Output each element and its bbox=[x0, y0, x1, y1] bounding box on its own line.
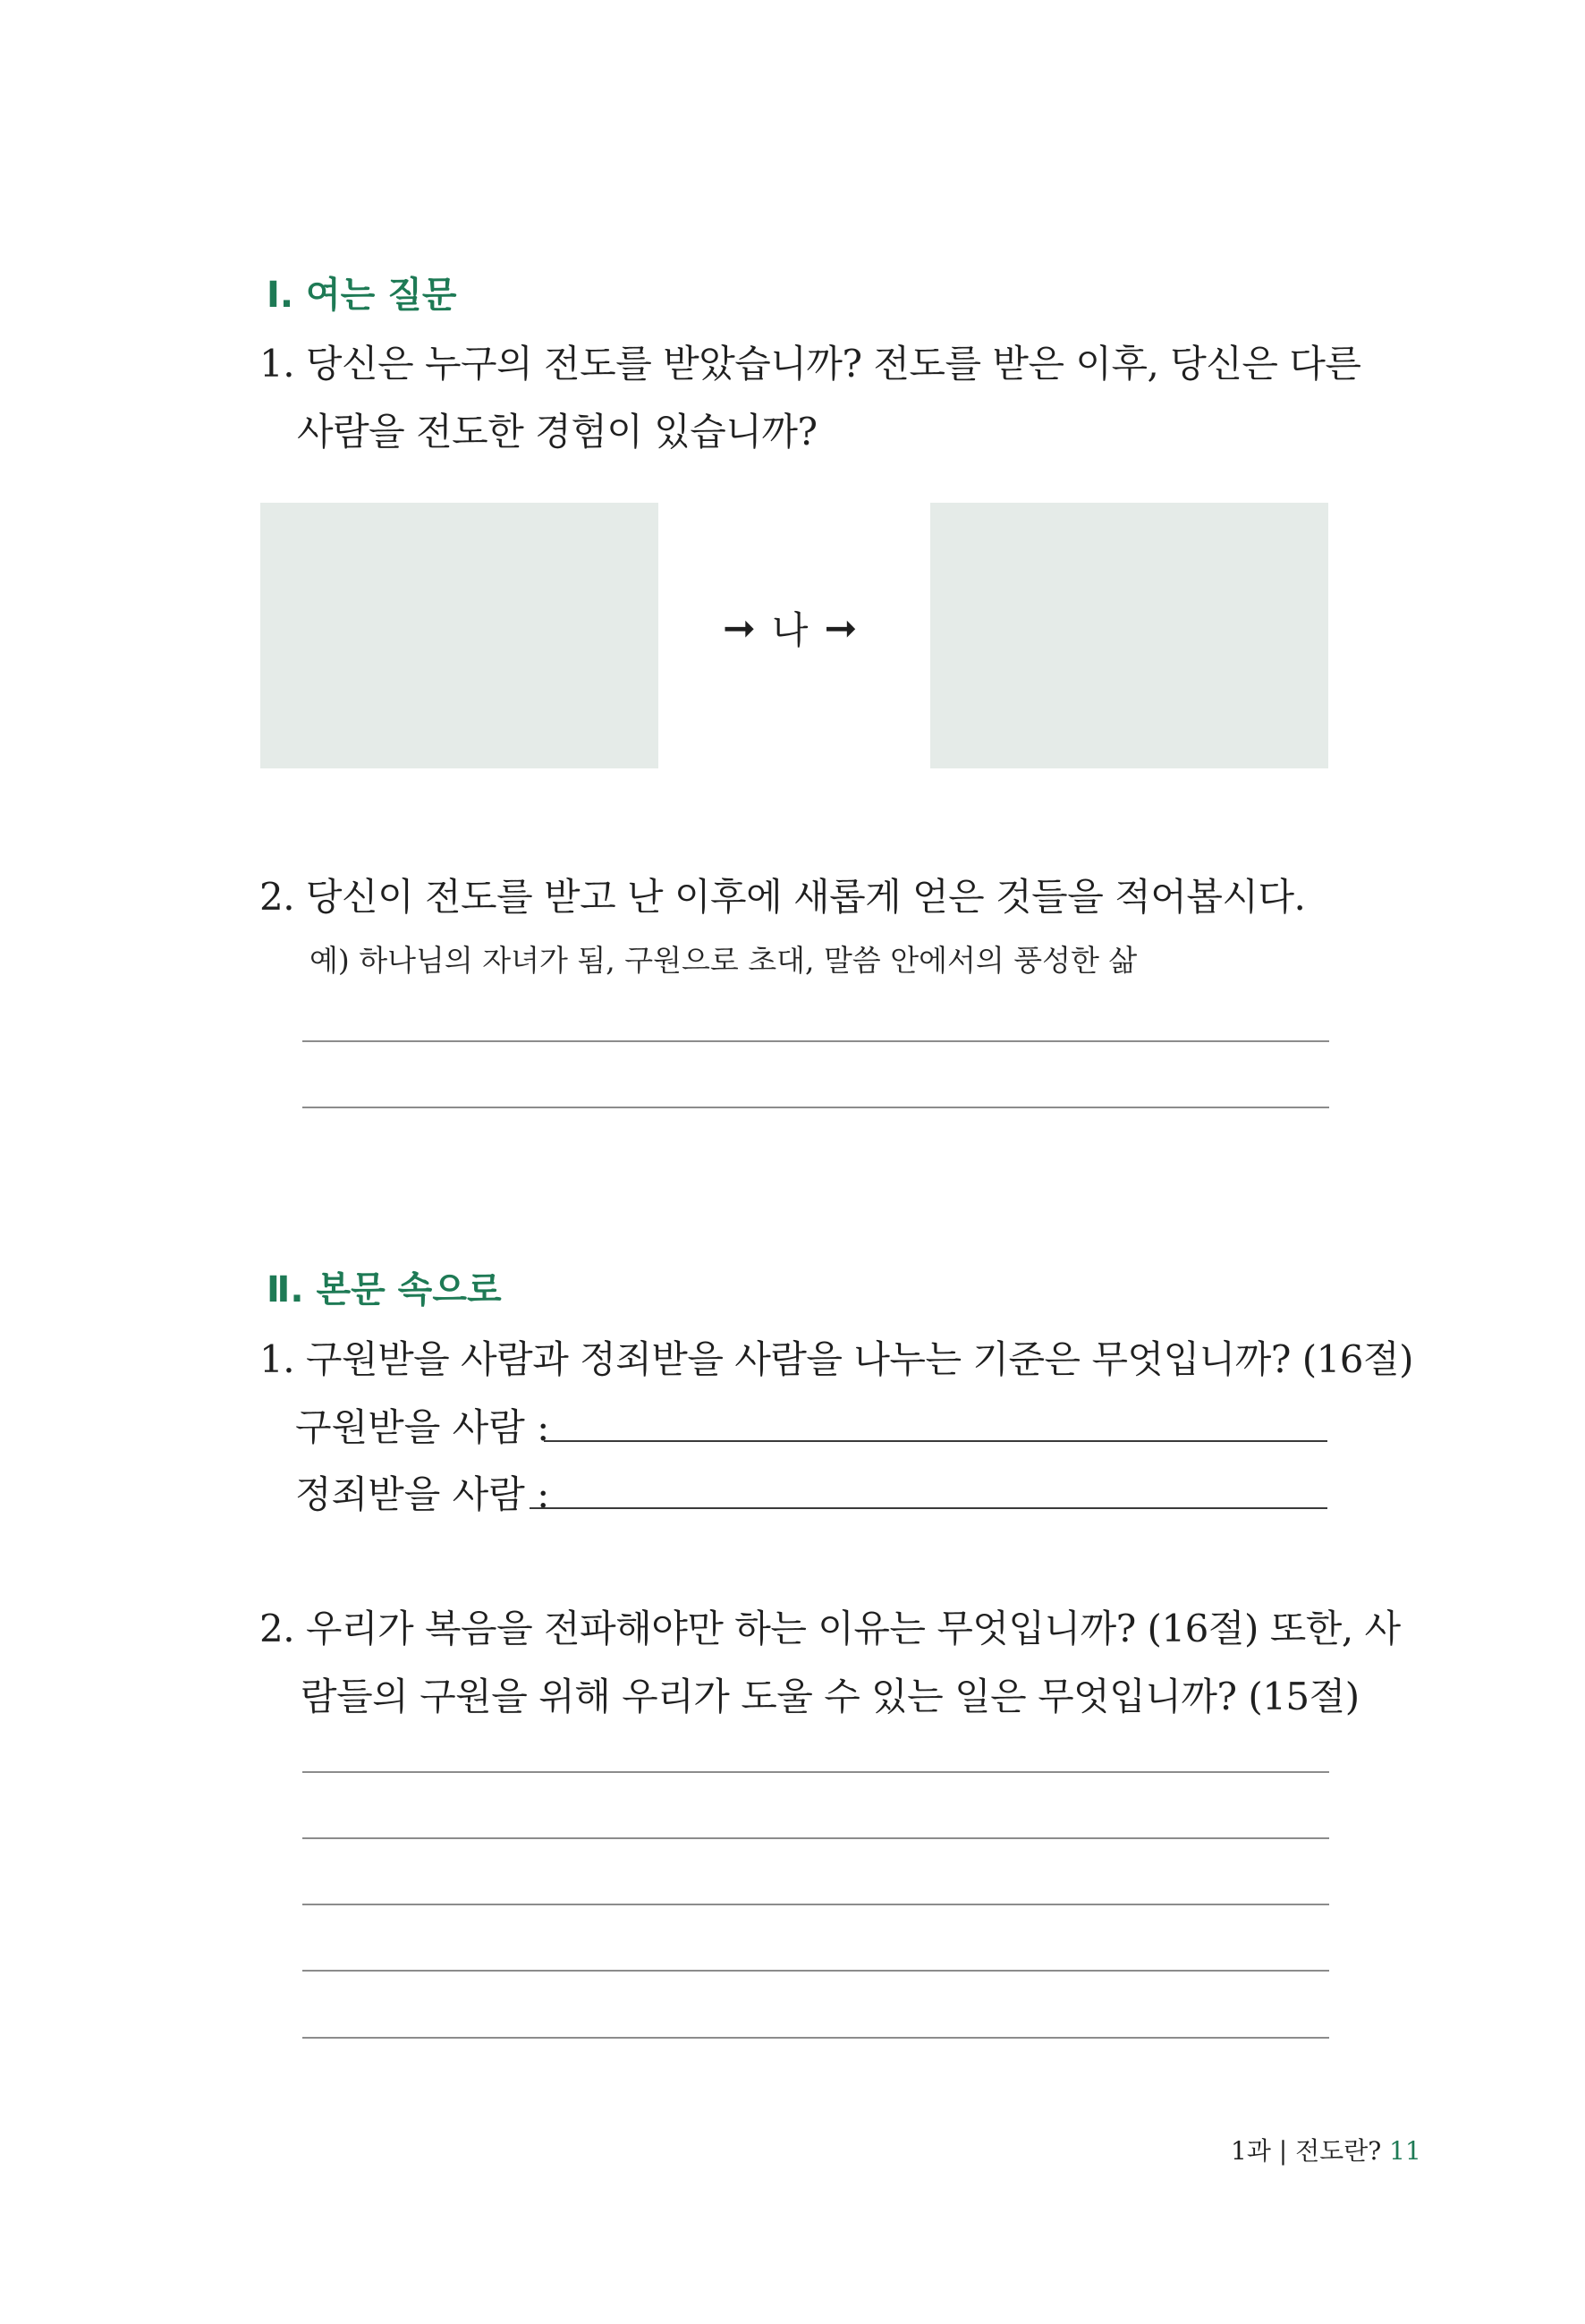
right-arrow-icon: ➞ bbox=[824, 605, 858, 651]
question-2-line-1: 2. 당신이 전도를 받고 난 이후에 새롭게 얻은 것들을 적어봅시다. bbox=[259, 875, 1306, 919]
answer-line[interactable] bbox=[302, 1904, 1329, 1905]
answer-line[interactable] bbox=[302, 1837, 1329, 1839]
answer-line[interactable] bbox=[302, 1040, 1329, 1042]
saved-person-label: 구원받을 사람 : bbox=[295, 1405, 550, 1449]
previous-evangelist-box[interactable] bbox=[260, 503, 658, 768]
page-footer bbox=[1231, 2132, 1421, 2167]
saved-person-answer-line[interactable] bbox=[544, 1440, 1327, 1442]
evangelized-person-box[interactable] bbox=[930, 503, 1328, 768]
section-1-heading: Ⅰ. 여는 질문 bbox=[267, 275, 457, 316]
page-number: 11 bbox=[1389, 2136, 1421, 2166]
section-2-question-2-line-1: 2. 우리가 복음을 전파해야만 하는 이유는 무엇입니까? (16절) 또한, 사 bbox=[259, 1607, 1401, 1650]
condemned-person-answer-line[interactable] bbox=[530, 1507, 1327, 1509]
condemned-person-label: 정죄받을 사람 : bbox=[295, 1472, 550, 1516]
question-1-line-1: 1. 당신은 누구의 전도를 받았습니까? 전도를 받은 이후, 당신은 다른 bbox=[259, 342, 1361, 386]
question-1-line-2: 사람을 전도한 경험이 있습니까? bbox=[297, 410, 818, 454]
answer-line[interactable] bbox=[302, 2037, 1329, 2039]
section-2-heading: Ⅱ. 본문 속으로 bbox=[267, 1269, 502, 1310]
question-2-example: 예) 하나님의 자녀가 됨, 구원으로 초대, 말씀 안에서의 풍성한 삶 bbox=[309, 943, 1138, 978]
section-2-question-1-line-1: 1. 구원받을 사람과 정죄받을 사람을 나누는 기준은 무엇입니까? (16절) bbox=[259, 1337, 1413, 1381]
flow-center-label: 나 bbox=[771, 608, 809, 652]
right-arrow-icon: ➞ bbox=[723, 605, 756, 651]
answer-line[interactable] bbox=[302, 1970, 1329, 1972]
footer-lesson-title: 1과 | 전도란? bbox=[1231, 2136, 1382, 2166]
answer-line[interactable] bbox=[302, 1771, 1329, 1773]
answer-line[interactable] bbox=[302, 1107, 1329, 1108]
evangelism-flow bbox=[723, 601, 857, 655]
section-2-question-2-line-2: 람들의 구원을 위해 우리가 도울 수 있는 일은 무엇입니까? (15절) bbox=[301, 1675, 1360, 1718]
